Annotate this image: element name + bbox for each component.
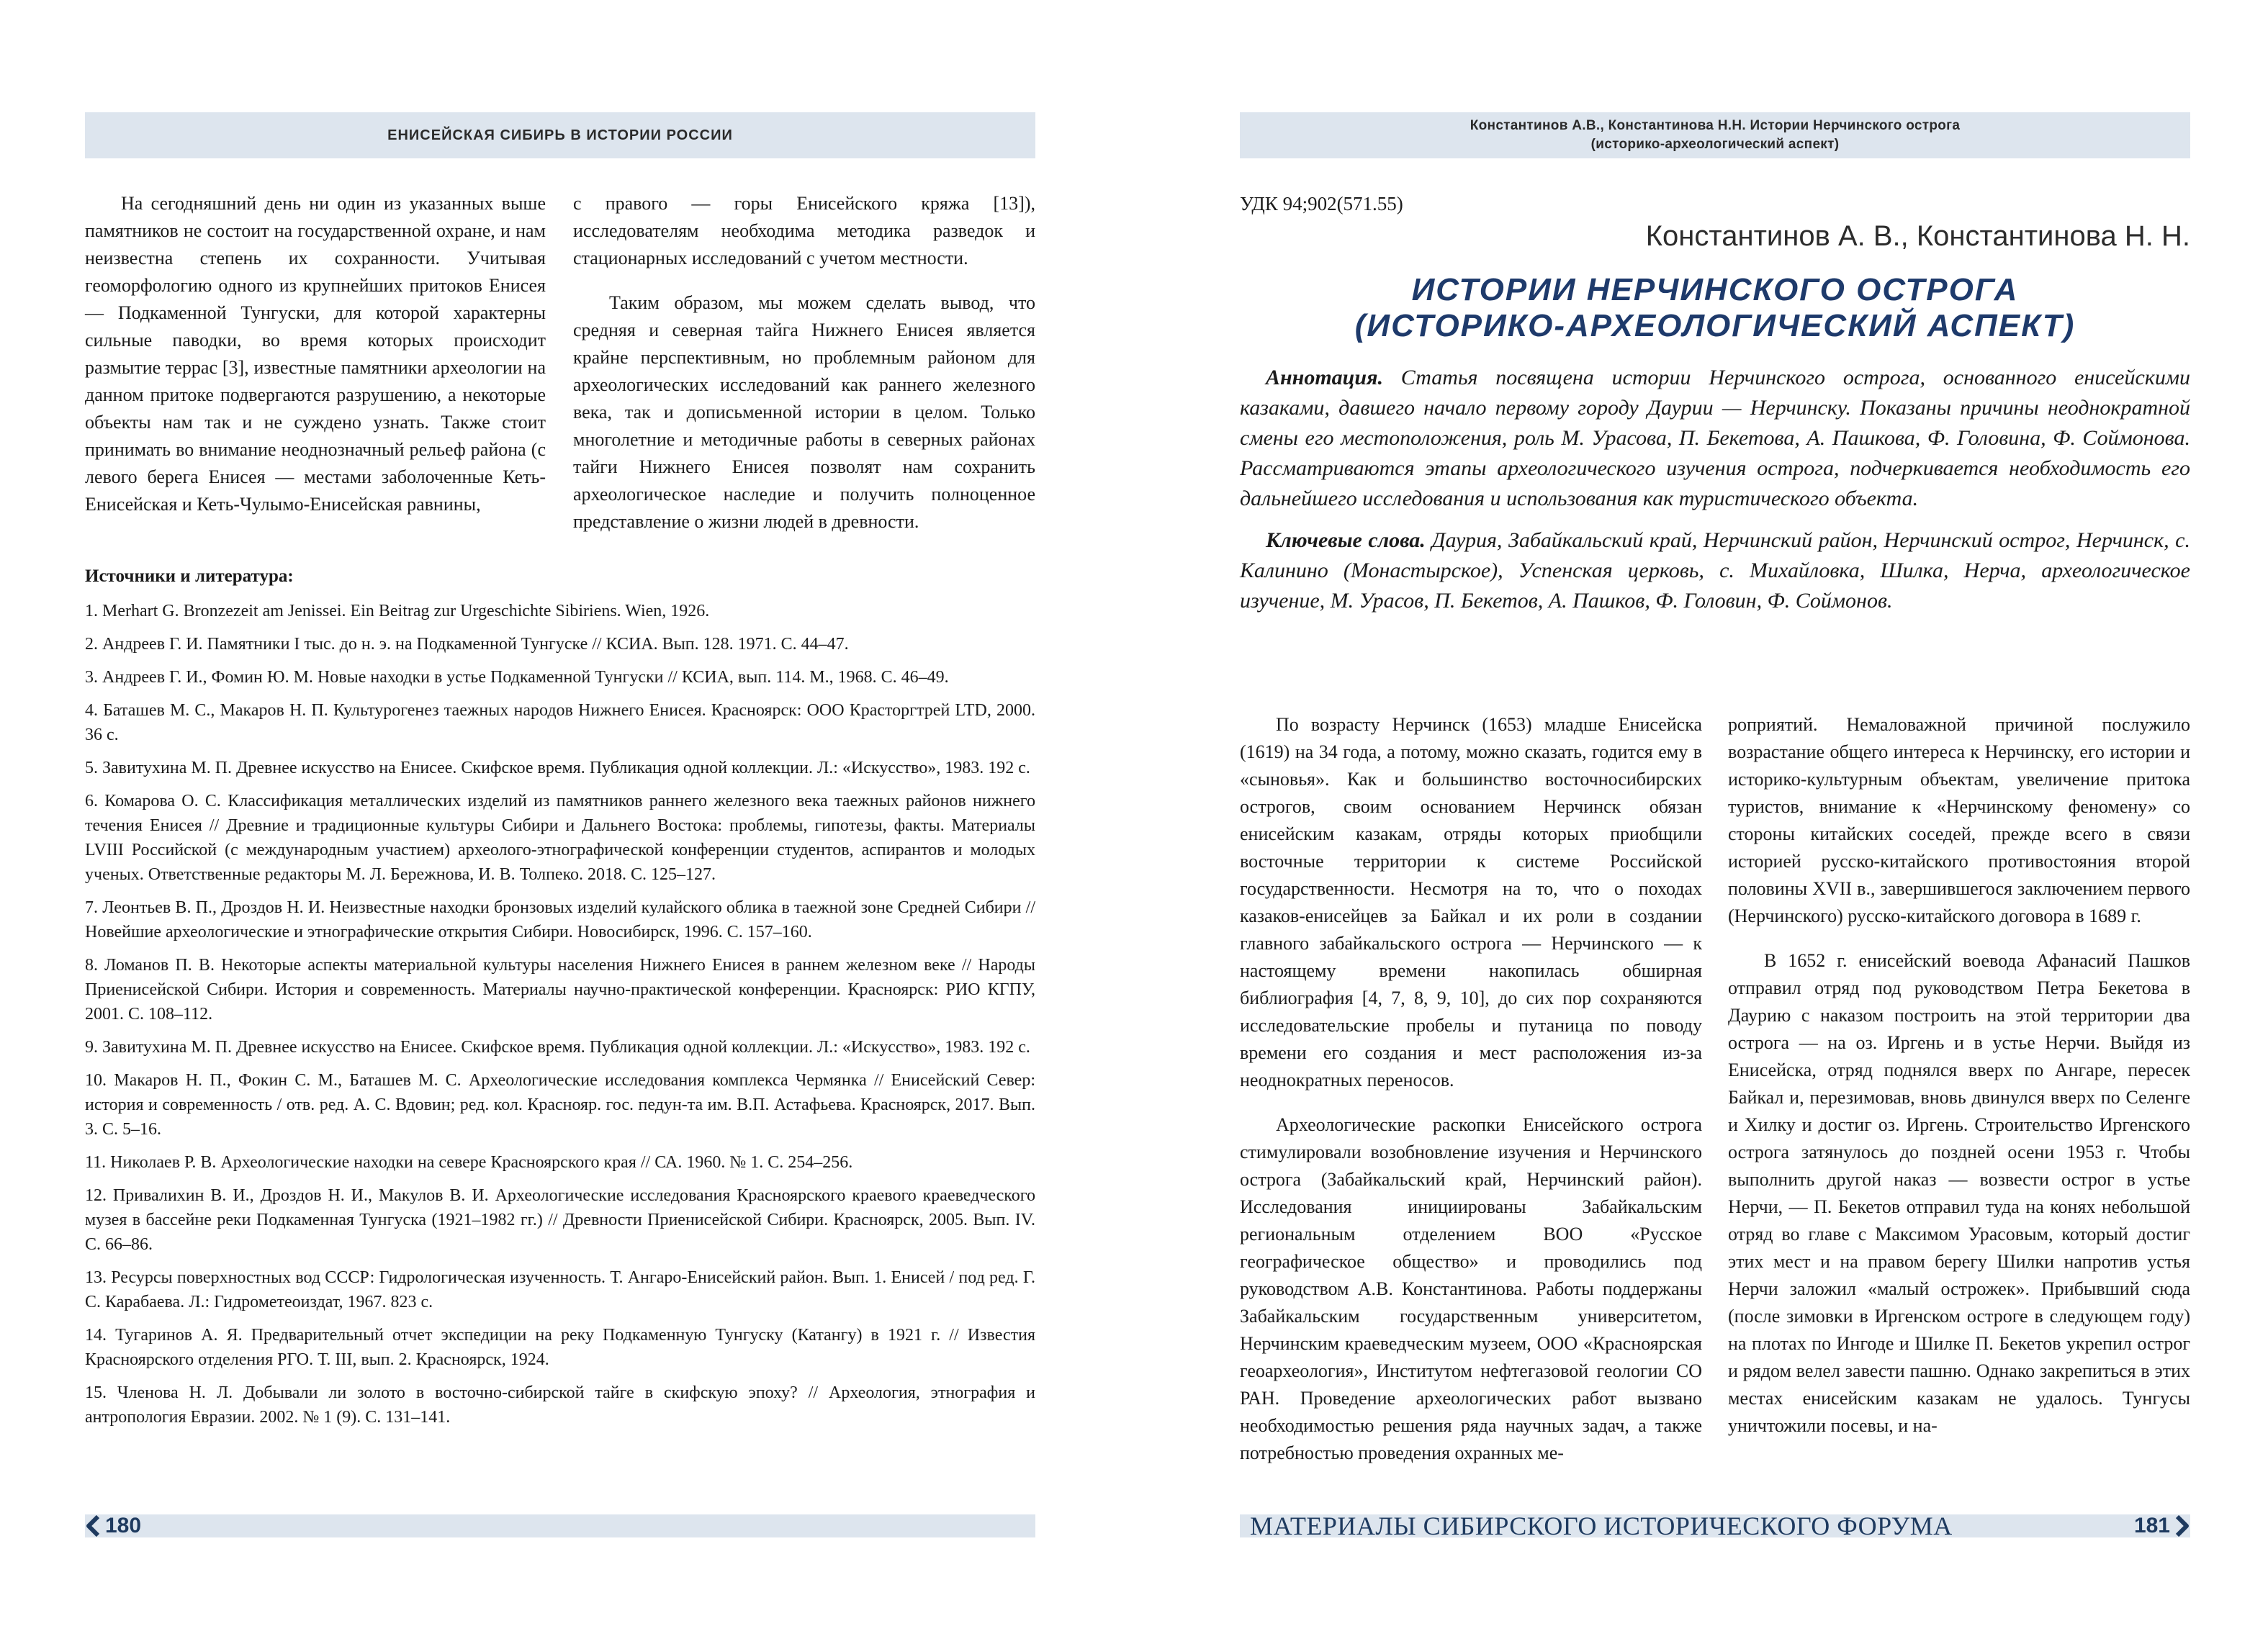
reference-item: 4. Баташев М. С., Макаров Н. П. Культурогенез таежных народов Нижнего Енисея. Красноярск: ООО Красторгтрей LTD, 2000. 36 с.: [85, 701, 1035, 744]
udk-code: УДК 94;902(571.55): [1240, 193, 1403, 214]
reference-item: 12. Привалихин В. И., Дроздов Н. И., Макулов В. И. Археологические исследования Красноярского краевого краеведческого музея в бассейне реки Подкаменная Тунгуска (1921–1982 гг.) // Древности Приенисейской Сибири. Красноярск, 2005. Вып. IV. С. 66–86.: [85, 1186, 1035, 1254]
footer-bar: [1240, 1512, 2190, 1540]
keywords: [1240, 525, 2190, 616]
reference-item: 8. Ломанов П. В. Некоторые аспекты материальной культуры населения Нижнего Енисея в раннем железном веке // Народы Приенисейской Сибири. История и современность. Материалы научно-практической конференции. Красноярск: РИО КГПУ, 2001. С. 108–112.: [85, 956, 1035, 1024]
paragraph: Таким образом, мы можем сделать вывод, что средняя и северная тайга Нижнего Енисея является крайне перспективным, но проблемным районом для археологических исследований как раннего железного века, так и дописьменной истории в целом. Только многолетние и методичные работы в северных районах тайги Нижнего Енисея позволят нам сохранить археологическое наследие и получить полноценное представление о жизни людей в древности.: [573, 292, 1035, 532]
text-column-left: [85, 190, 546, 536]
text-column-right: [1728, 711, 2190, 1457]
running-header-line1: Константинов А.В., Константинова Н.Н. Истории Нерчинского острога: [1470, 118, 1961, 133]
page-number-text: 181: [2133, 1514, 2170, 1537]
chevron-left-icon: [85, 1515, 101, 1537]
article-authors: Константинов А. В., Константинова Н. Н.: [1645, 220, 2190, 252]
forum-title: МАТЕРИАЛЫ СИБИРСКОГО ИСТОРИЧЕСКОГО ФОРУМА: [1250, 1512, 1953, 1540]
paragraph: роприятий. Немаловажной причиной послужило возрастание общего интереса к Нерчинску, его истории и историко-культурным объектам, увеличение притока туристов, внимание к «Нерчинскому феномену» со стороны китайских соседей, прежде всего в связи историей русско-китайского противостояния второй половины XVII в., завершившегося заключением первого (Нерчинского) русско-китайского договора в 1689 г.: [1728, 714, 2190, 926]
reference-item: 13. Ресурсы поверхностных вод СССР: Гидрологическая изученность. Т. Ангаро-Енисейский район. Вып. 1. Енисей / под ред. Г. С. Карабаева. Л.: Гидрометеоиздат, 1967. 823 с.: [85, 1268, 1035, 1311]
reference-item: 15. Членова Н. Л. Добывали ли золото в восточно-сибирской тайге в скифскую эпоху? // Археология, этнография и антропология Евразии. 2002. № 1 (9). С. 131–141.: [85, 1383, 1035, 1427]
paragraph: с правого — горы Енисейского кряжа [13]), исследователям необходима методика разведок и стационарных исследований с учетом местности.: [573, 193, 1035, 268]
abstract-text: Статья посвящена истории Нерчинского острога, основанного енисейскими казаками, давшего начало первому городу Даурии — Нерчинску. Показаны причины неоднократной смены его местоположения, роль М. Урасова, П. Бекетова, А. Пашкова, Ф. Головина, Ф. Соймонова. Рассматриваются этапы археологического изучения острога, подчеркивается необходимость его дальнейшего исследования и использования как туристического объекта.: [1240, 366, 2190, 510]
references-heading: Источники и литература:: [85, 566, 294, 586]
right-page: [1134, 0, 2268, 1644]
reference-item: 7. Леонтьев В. П., Дроздов Н. И. Неизвестные находки бронзовых изделий кулайского облика в таежной зоне Средней Сибири // Новейшие археологические и этнографические открытия Сибири. Новосибирск, 1996. С. 157–160.: [85, 898, 1035, 941]
footer-bar: [85, 1514, 1035, 1537]
page-number-left: [85, 1514, 141, 1538]
reference-item: 9. Завитухина М. П. Древнее искусство на Енисее. Скифское время. Публикация одной коллекции. Л.: «Искусство», 1983. 192 с.: [85, 1038, 1030, 1057]
reference-item: 3. Андреев Г. И., Фомин Ю. М. Новые находки в устье Подкаменной Тунгуски // КСИА, вып. 114. М., 1968. С. 46–49.: [85, 668, 949, 687]
page-number-right: [2134, 1514, 2190, 1538]
text-column-right: [573, 190, 1035, 553]
reference-item: 14. Тугаринов А. Я. Предварительный отчет экспедиции на реку Подкаменную Тунгуску (Катангу) в 1921 г. // Известия Красноярского отделения РГО. Т. III, вып. 2. Красноярск, 1924.: [85, 1326, 1035, 1369]
paragraph: В 1652 г. енисейский воевода Афанасий Пашков отправил отряд под руководством Петра Бекетова в Даурию с наказом построить на этой территории два острога — на оз. Иргень и в устье Нерчи. Выйдя из Енисейска, отряд поднялся вверх по Ангаре, пересек Байкал и, перезимовав, вновь двинулся вверх по Селенге и Хилку и достиг оз. Иргень. Строительство Иргенского острога затянулось до поздней осени 1953 г. Чтобы выполнить другой наказ — возвести острог в устье Нерчи, — П. Бекетов отправил туда на конях небольшой отряд во главе с Максимом Урасовым, который достиг этих мест и на правом берегу Шилки напротив устья Нерчи заложил «малый острожек». Прибывший сюда (после зимовки в Иргенском остроге в следующем году) на плотах по Ингоде и Шилке П. Бекетов укрепил острог и рядом велел завести пашню. Однако закрепиться в этих местах енисейским казакам не удалось. Тунгусы уничтожили посевы, и на-: [1728, 950, 2190, 1436]
reference-item: 11. Николаев Р. В. Археологические находки на севере Красноярского края // СА. 1960. № 1. С. 254–256.: [85, 1153, 853, 1172]
chevron-right-icon: [2174, 1515, 2190, 1537]
abstract: [1240, 363, 2190, 514]
abstract-block: [1240, 363, 2190, 628]
reference-item: 6. Комарова О. С. Классификация металлических изделий из памятников раннего железного века таежных районов нижнего течения Енисея // Древние и традиционные культуры Сибири и Дальнего Востока: проблемы, гипотезы, факты. Материалы LVIII Российской (с международным участием) археолого-этнографической конференции студентов, аспирантов и молодых ученых. Ответственные редакторы М. Л. Бережнова, И. В. Толпеко. 2018. С. 125–127.: [85, 792, 1035, 884]
reference-item: 1. Merhart G. Bronzezeit am Jenissei. Ein Beitrag zur Urgeschichte Sibiriens. Wien, 1926.: [85, 602, 710, 620]
article-title-line1: ИСТОРИИ НЕРЧИНСКОГО ОСТРОГА: [1411, 272, 2019, 307]
running-header-text: ЕНИСЕЙСКАЯ СИБИРЬ В ИСТОРИИ РОССИИ: [387, 127, 733, 143]
keywords-text: Даурия, Забайкальский край, Нерчинский район, Нерчинский острог, Нерчинск, с. Калинино (Монастырское), Успенская церковь, с. Михайловка, Шилка, Нерча, археологическое изучение, М. Урасов, П. Бекетов, А. Пашков, Ф. Головин, Ф. Соймонов.: [1240, 528, 2190, 613]
page-number-text: 180: [105, 1514, 142, 1537]
running-header-line2: (историко-археологический аспект): [1590, 137, 1840, 152]
abstract-label: Аннотация.: [1266, 366, 1383, 389]
text-column-left: [1240, 711, 1702, 1484]
keywords-label: Ключевые слова.: [1266, 528, 1426, 552]
references-section: [85, 564, 1035, 1438]
article-title-line2: (ИСТОРИКО-АРХЕОЛОГИЧЕСКИЙ АСПЕКТ): [1354, 308, 2076, 343]
paragraph: По возрасту Нерчинск (1653) младше Енисейска (1619) на 34 года, а потому, можно сказать, годится ему в «сыновья». Как и большинство восточносибирских острогов, своим основанием Нерчинск обязан енисейским казакам, отряды которых приобщили восточные территории к системе Российской государственности. Несмотря на то, что о походах казаков-енисейцев за Байкал и их роли в создании главного забайкальского острога — Нерчинского — к настоящему времени накопилась обширная библиография [4, 7, 8, 9, 10], до сих пор сохраняются исследовательские пробелы и путаница по поводу времени его создания и мест расположения из-за неоднократных переносов.: [1240, 714, 1702, 1090]
reference-item: 5. Завитухина М. П. Древнее искусство на Енисее. Скифское время. Публикация одной коллекции. Л.: «Искусство», 1983. 192 с.: [85, 759, 1030, 777]
article-title: [1240, 272, 2190, 344]
reference-item: 2. Андреев Г. И. Памятники I тыс. до н. э. на Подкаменной Тунгуске // КСИА. Вып. 128. 1971. С. 44–47.: [85, 635, 849, 654]
running-header: [1240, 112, 2190, 158]
paragraph: На сегодняшний день ни один из указанных выше памятников не состоит на государственной охране, и нам неизвестна степень их сохранности. Учитывая геоморфологию одного из крупнейших притоков Енисея — Подкаменной Тунгуски, для которой характерны сильные паводки, во время которых происходит размытие террас [3], известные памятники археологии на данном притоке подвергаются разрушению, а некоторые объекты нам так и не суждено узнать. Также стоит принимать во внимание неоднозначный рельеф района (с левого берега Енисея — местами заболоченные Кеть-Енисейская и Кеть-Чулымо-Енисейская равнины,: [85, 193, 546, 515]
reference-item: 10. Макаров Н. П., Фокин С. М., Баташев М. С. Археологические исследования комплекса Чермянка // Енисейский Север: история и современность / отв. ред. А. С. Вдовин; ред. кол. Краснояр. гос. педун-та им. В.П. Астафьева. Красноярск, 2017. Вып. 3. С. 5–16.: [85, 1071, 1035, 1139]
references-list: [85, 599, 1035, 1430]
running-header: [85, 112, 1035, 158]
paragraph: Археологические раскопки Енисейского острога стимулировали возобновление изучения и Нерчинского острога (Забайкальский край, Нерчинский район). Исследования инициированы Забайкальским региональным отделением ВОО «Русское географическое общество» и проводились под руководством А.В. Константинова. Работы поддержаны Забайкальским государственным университетом, Нерчинским краеведческим музеем, ООО «Красноярская геоархеология», Институтом нефтегазовой геологии СО РАН. Проведение археологических работ вызвано необходимостью решения ряда научных задач, а также потребностью проведения охранных ме-: [1240, 1114, 1702, 1463]
